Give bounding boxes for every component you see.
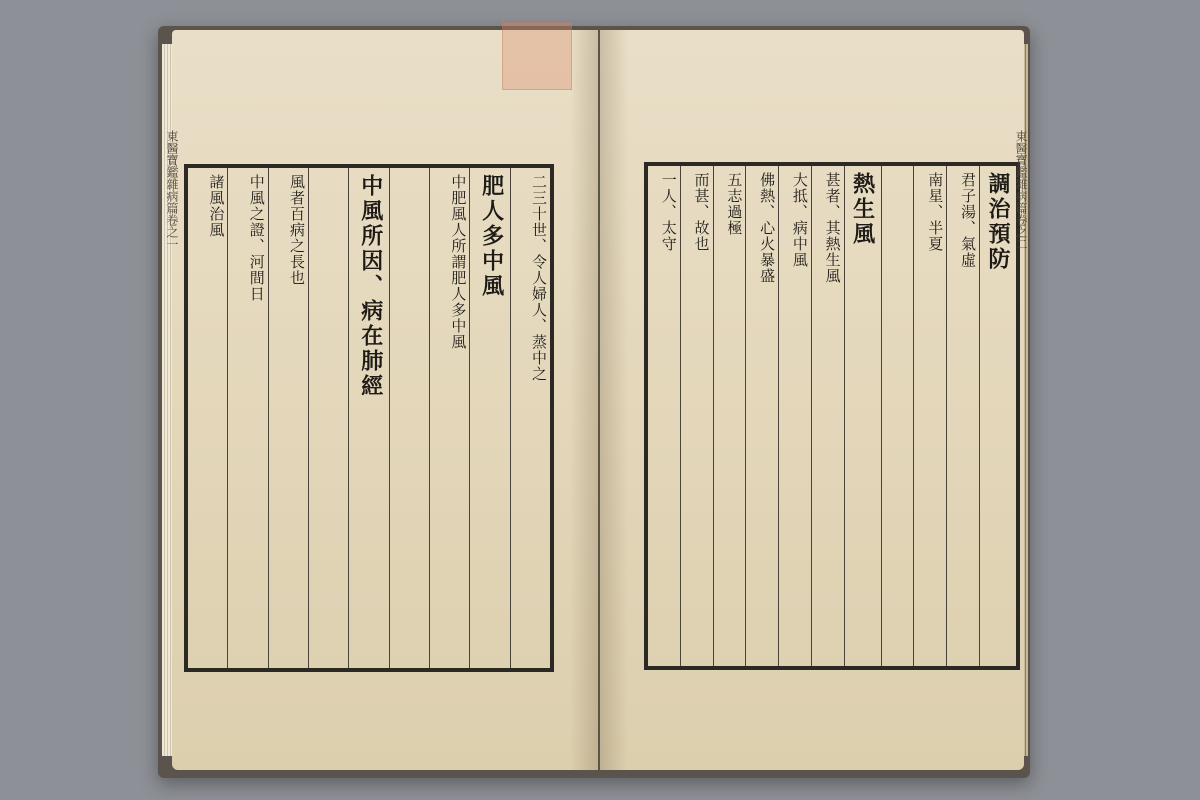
right-column-6: 甚者、其熱生風	[811, 166, 844, 666]
left-spine-label: 東醫寶鑑雜病篇卷之一	[165, 130, 179, 250]
right-column-7: 大抵、病中風	[778, 166, 811, 666]
left-column-4	[389, 168, 429, 668]
left-column-7: 風者百病之長也	[268, 168, 308, 668]
right-column-11: 一人、太守	[659, 172, 678, 252]
right-heading-heat-wind: 熱生風	[844, 166, 881, 666]
left-page	[165, 30, 598, 770]
right-heading-prevention: 調治預防	[979, 166, 1016, 666]
seal-stamp	[502, 22, 572, 90]
left-heading-obesity-stroke: 肥人多中風	[469, 168, 509, 668]
right-column-3: 南星、半夏	[913, 166, 946, 666]
left-column-1: 二三十世、令人婦人、蒸中之	[510, 168, 550, 668]
left-text-block	[184, 164, 554, 672]
left-column-9: 諸風治風	[207, 174, 226, 238]
right-column-4	[881, 166, 914, 666]
right-page	[600, 30, 1028, 770]
right-spine-label: 東醫寶鑑雜病篇卷之二	[1014, 130, 1028, 250]
left-column-8: 中風之證、河間日	[227, 168, 267, 668]
left-column-3: 中肥風人所謂肥人多中風	[429, 168, 469, 668]
right-column-9: 五志過極	[713, 166, 746, 666]
right-column-2: 君子湯、氣虛	[946, 166, 979, 666]
right-text-block	[644, 162, 1020, 670]
left-heading-stroke-cause: 中風所因、病在肺經	[348, 168, 388, 668]
right-column-8: 佛熱、心火暴盛	[745, 166, 778, 666]
right-column-10: 而甚、故也	[680, 166, 713, 666]
left-column-6	[308, 168, 348, 668]
